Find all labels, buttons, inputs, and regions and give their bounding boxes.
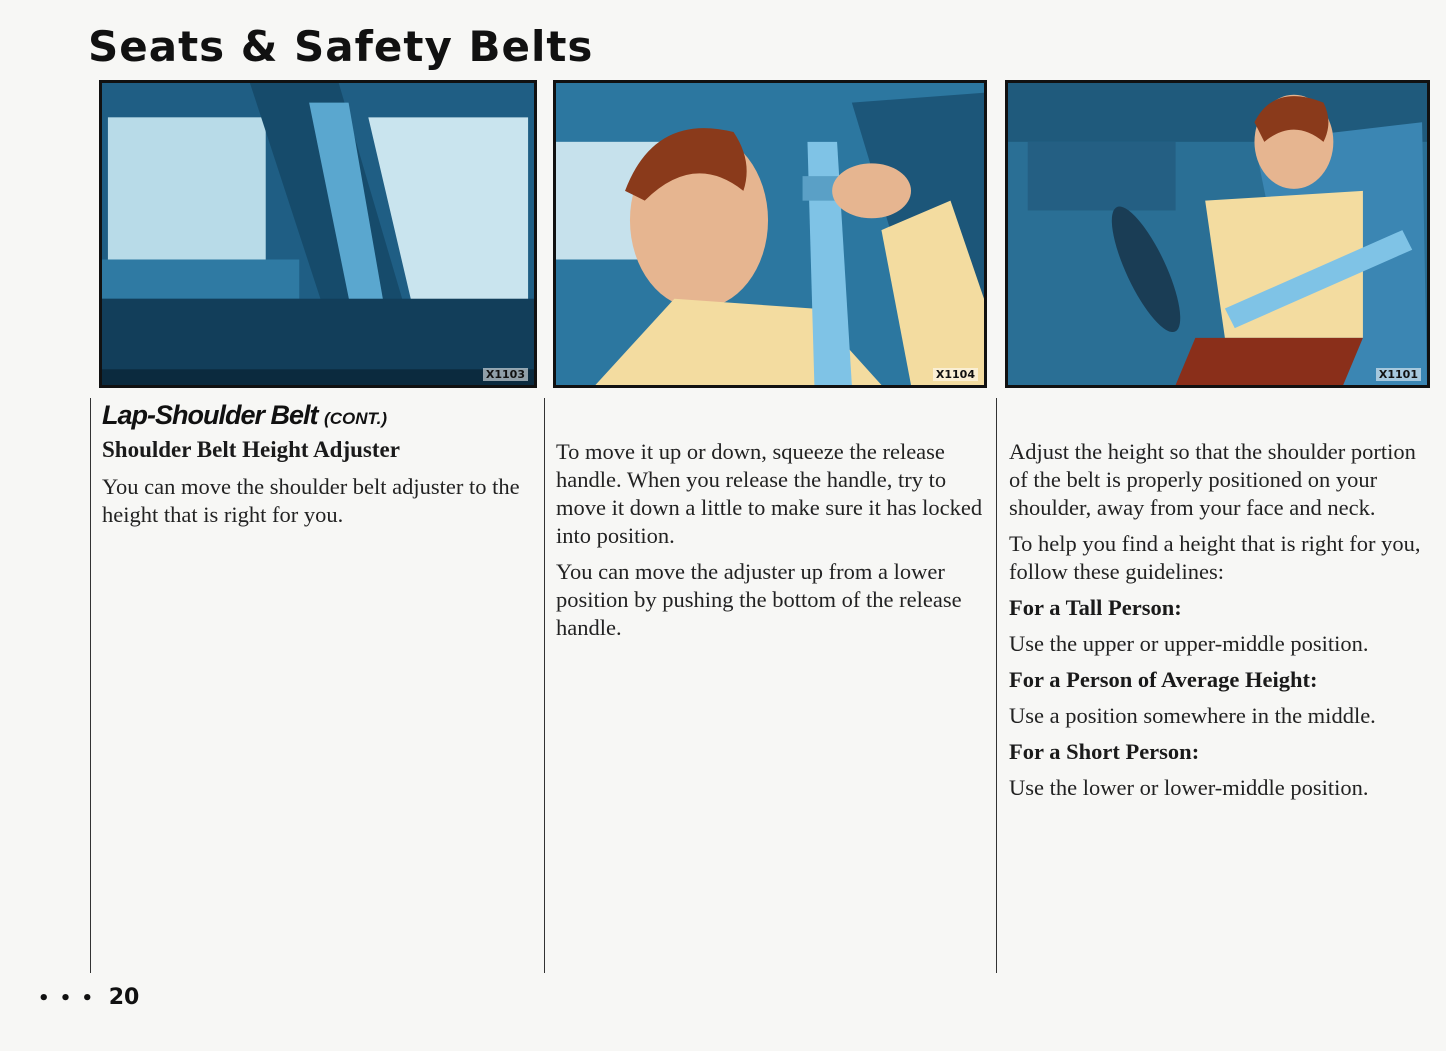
figure-code: X1103	[483, 368, 528, 381]
page-number-value: 20	[108, 985, 140, 1010]
section-title-continued: (CONT.)	[324, 409, 387, 428]
column-divider	[996, 398, 997, 973]
short-person-text: Use the lower or lower-middle position.	[1009, 775, 1369, 800]
average-person-text: Use a position somewhere in the middle.	[1009, 703, 1376, 728]
text-column-3	[1009, 438, 1429, 810]
man-adjusting-belt-illustration-icon	[556, 83, 984, 385]
page-number	[38, 985, 139, 1010]
section-title	[102, 400, 532, 431]
page-number-dots: • • •	[38, 988, 96, 1009]
figure-code: X1104	[933, 368, 978, 381]
figure-shoulder-belt-anchor	[99, 80, 537, 388]
paragraph: To move it up or down, squeeze the release handle. When you release the handle, try to move it down a little to make sure it has locked into position.	[556, 439, 983, 548]
average-person-heading: For a Person of Average Height:	[1009, 667, 1318, 692]
figure-code: X1101	[1376, 368, 1421, 381]
section-subheading: Shoulder Belt Height Adjuster	[102, 437, 400, 462]
figure-driver-belted	[1005, 80, 1430, 388]
figure-adjusting-belt	[553, 80, 987, 388]
text-column-2	[556, 438, 986, 650]
tall-person-text: Use the upper or upper-middle position.	[1009, 631, 1369, 656]
paragraph: Adjust the height so that the shoulder portion of the belt is properly positioned on your shoulder, away from your face and neck.	[1009, 439, 1416, 520]
tall-person-heading: For a Tall Person:	[1009, 595, 1182, 620]
column-divider	[90, 398, 91, 973]
rear-window-shoulder-belt-illustration-icon	[102, 83, 534, 385]
driver-wearing-belt-illustration-icon	[1008, 83, 1427, 385]
paragraph: You can move the adjuster up from a lower position by pushing the bottom of the release handle.	[556, 559, 962, 640]
column-divider	[544, 398, 545, 973]
paragraph: You can move the shoulder belt adjuster to the height that is right for you.	[102, 474, 520, 527]
page-title: Seats & Safety Belts	[88, 22, 594, 71]
text-column-1	[102, 400, 532, 537]
section-title-text: Lap-Shoulder Belt	[102, 400, 318, 430]
short-person-heading: For a Short Person:	[1009, 739, 1200, 764]
paragraph: To help you find a height that is right for you, follow these guidelines:	[1009, 531, 1421, 584]
